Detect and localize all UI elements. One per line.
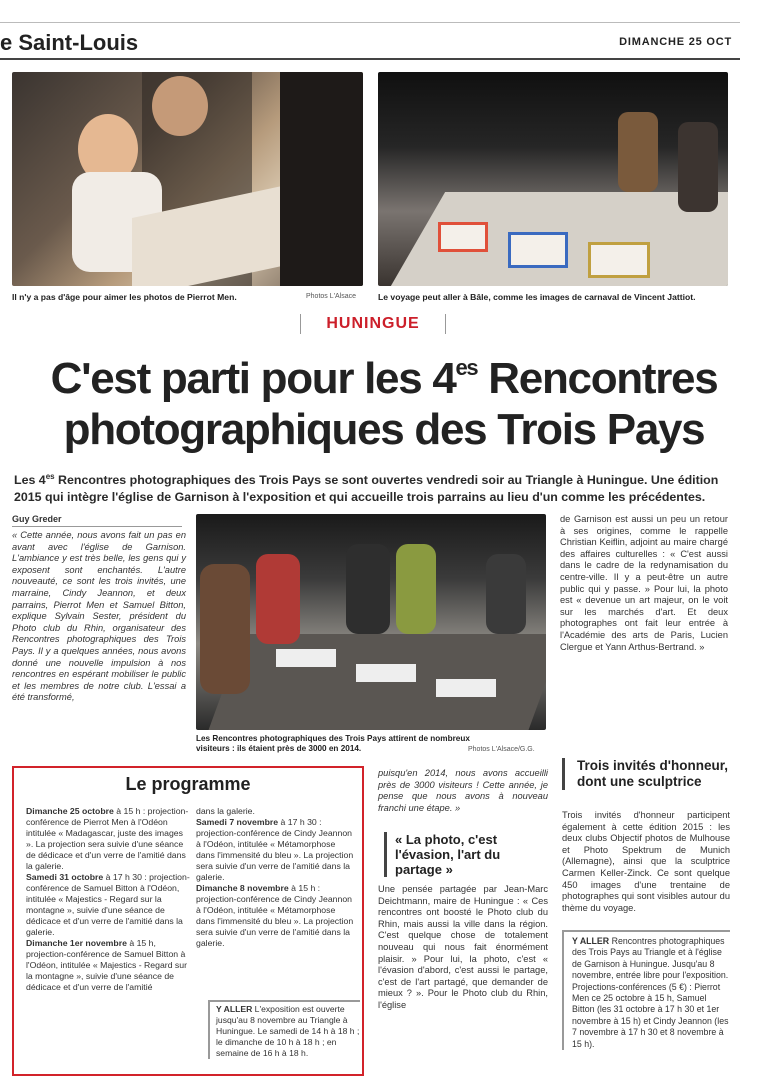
- article-lead: [14, 468, 734, 506]
- programme-date: Samedi 7 novembre: [196, 817, 279, 827]
- photo-exhibition-tables: [378, 72, 728, 286]
- programme-text: dans la galerie.: [196, 806, 255, 816]
- yaller-text: L'exposition est ouverte jusqu'au 8 novembre au Triangle à Huningue. Le samedi de 14 h à 18 h ; le dimanche de 10 h à 18 h ; en semaine de 16 h à 18 h.: [216, 1004, 360, 1058]
- programme-date: Dimanche 25 octobre: [26, 806, 114, 816]
- guests-subhead: Trois invités d'honneur, dont une sculptrice: [562, 758, 730, 790]
- photo-visitors: [196, 514, 546, 730]
- pull-quote: « La photo, c'est l'évasion, l'art du partage »: [384, 832, 544, 877]
- headline-part: C'est parti pour les 4: [50, 354, 456, 403]
- programme-entry: [26, 938, 192, 993]
- programme-entry: [26, 806, 192, 872]
- article-headline: [0, 342, 768, 455]
- yaller-label: Y ALLER: [216, 1004, 253, 1014]
- programme-date: Samedi 31 octobre: [26, 872, 104, 882]
- lead-sup: es: [45, 472, 55, 481]
- lead-part: Les 4: [14, 473, 46, 488]
- body-column-2-top: [378, 768, 548, 814]
- photo-left-credit: Photos L'Alsace: [306, 293, 356, 300]
- programme-entry: [196, 883, 356, 949]
- byline: Guy Greder: [12, 514, 182, 527]
- location-kicker: HUNINGUE: [300, 314, 446, 334]
- body-text: « Cette année, nous avons fait un pas en avant avec l'église de Garnison. L'ambiance y est très belle, les gens qui y exposent sont enchantés. L'autre nouveauté, ce sont les trois invités, une marraine, Cindy Jeannon, et deux parrains, Pierrot Men et Samuel Bitton, explique Sylvain Sester, président du Photo club du Rhin, organisateur des Rencontres photographiques des Trois Pays. Il y a quelques années, nous avons donné une nouvelle impulsion à nos rencontres en espérant mobiliser le public et les membres de notre club. L'essai a été transformé,: [12, 530, 186, 703]
- section-header: e Saint-Louis: [0, 30, 139, 55]
- issue-date: DIMANCHE 25 OCT: [619, 36, 732, 48]
- lead-part: Rencontres photographiques des Trois Pays se sont ouvertes vendredi soir au Triangle à Huningue. Une édition 2015 qui intègre l'église de Garnison à l'exposition et qui accueille trois parrains au lieu d'un comme les précédentes.: [14, 473, 719, 505]
- headline-sup: es: [455, 355, 478, 380]
- headline-part: Rencontres: [477, 354, 718, 403]
- programme-entry: [196, 817, 356, 883]
- body-column-1: [12, 530, 186, 704]
- headline-line2: photographiques des Trois Pays: [63, 405, 705, 454]
- photo-right-caption: Le voyage peut aller à Bâle, comme les images de carnaval de Vincent Jattiot.: [378, 292, 696, 302]
- programme-text: à 17 h 30 : projection-conférence de Cindy Jeannon à l'Odéon, intitulée « Métamorphose dans l'immensité du bleu ». La projection sera suivie d'un verre de l'amitié dans la galerie.: [196, 817, 354, 882]
- info-text: Rencontres photographiques des Trois Pays au Triangle et à l'église de Garnison à Huningue. Jusqu'au 8 novembre, entrée libre pour l'exposition. Projections-conférences (5 €) : Pierrot Men ce 25 octobre à 15 h, Samuel Bitton (les 31 octobre à 17 h 30 et 1er novembre à 15 h) et Cindy Jeannon (les 7 novembre à 17 h 30 et 8 novembre à 15 h).: [572, 936, 729, 1049]
- programme-title: Le programme: [125, 774, 251, 794]
- body-text: puisqu'en 2014, nous avons accueilli près de 3000 visiteurs ! Cette année, je pense que nous avons à nouveau franchi une étape. »: [378, 768, 548, 813]
- photo-mid-caption: Les Rencontres photographiques des Trois Pays attirent de nombreux visiteurs : ils étaient près de 3000 en 2014.: [196, 734, 470, 753]
- top-rule: [0, 22, 740, 23]
- info-label: Y ALLER: [572, 936, 610, 946]
- body-column-3b: Trois invités d'honneur participent également à cette édition 2015 : les deux clubs Objectif photos de Mulhouse et Photo Spektrum de Munich (Allemagne), ainsi que la sculptrice Carmen Keller-Zinck. Ce sont quelque 450 images d'une trentaine de photographes qui sont visibles autour du thème du voyage.: [562, 810, 730, 913]
- programme-text: à 17 h 30 : projection-conférence de Samuel Bitton à l'Odéon, intitulée « Majestics - Regard sur la montagne », suivie d'une séance de dédicace et d'un verre de l'amitié dans la galerie.: [26, 872, 190, 937]
- photo-child-with-book: [12, 72, 363, 286]
- programme-text: à 15 h, projection-conférence de Samuel Bitton à l'Odéon, intitulée « Majestics - Regard sur la montagne », suivie d'une séance de dédicace et d'un verre de l'amitié: [26, 938, 188, 992]
- practical-info-box: [562, 930, 730, 1050]
- photo-left-caption: Il n'y a pas d'âge pour aimer les photos de Pierrot Men.: [12, 292, 237, 302]
- programme-box: [12, 766, 364, 1076]
- programme-date: Dimanche 1er novembre: [26, 938, 127, 948]
- programme-yaller-box: [208, 1000, 360, 1059]
- body-column-3: de Garnison est aussi un peu un retour à ses origines, comme le rappelle Christian Keiflin, adjoint au maire chargé des affaires culturelles : « C'est aussi dans le cadre de la redynamisation du centre-ville. Il y a peut-être un autre public qui y passe. » Pour lui, la photo est « devenue un art majeur, on le voit sur les marchés d'art. Et deux photographes ont fait leur entrée à l'Académie des arts de Paris, Lucien Clergue et Yann Arthus-Bertrand. »: [560, 514, 728, 652]
- programme-column-1: [26, 806, 192, 993]
- body-column-2: Une pensée partagée par Jean-Marc Deichtmann, maire de Huningue : « Ces rencontres ont boosté le Photo club du Rhin, mais aussi la ville dans la région. C'est quelque chose de totalement nouveau qui nous fait énormément plaisir. » Pour lui, la photo, c'est « l'évasion d'abord, c'est aussi le partage, c'est de l'art partagé, que demander de mieux ? ». Pour le Photo club du Rhin, l'église: [378, 884, 548, 1010]
- header-rule: [0, 58, 740, 60]
- programme-entry: [26, 872, 192, 938]
- programme-date: Dimanche 8 novembre: [196, 883, 289, 893]
- programme-text: à 15 h : projection-conférence de Pierrot Men à l'Odéon intitulée « Madagascar, juste des images ». La projection sera suivie d'une séance de dédicace et d'un verre de l'amitié dans la galerie.: [26, 806, 189, 871]
- photo-mid-credit: Photos L'Alsace/G.G.: [468, 746, 535, 753]
- programme-column-2: [196, 806, 356, 949]
- programme-text: à 15 h : projection-conférence de Cindy Jeannon à l'Odéon, intitulée « Métamorphose dans l'immensité du bleu ». La projection sera suivie d'un verre de l'amitié dans la galerie.: [196, 883, 354, 948]
